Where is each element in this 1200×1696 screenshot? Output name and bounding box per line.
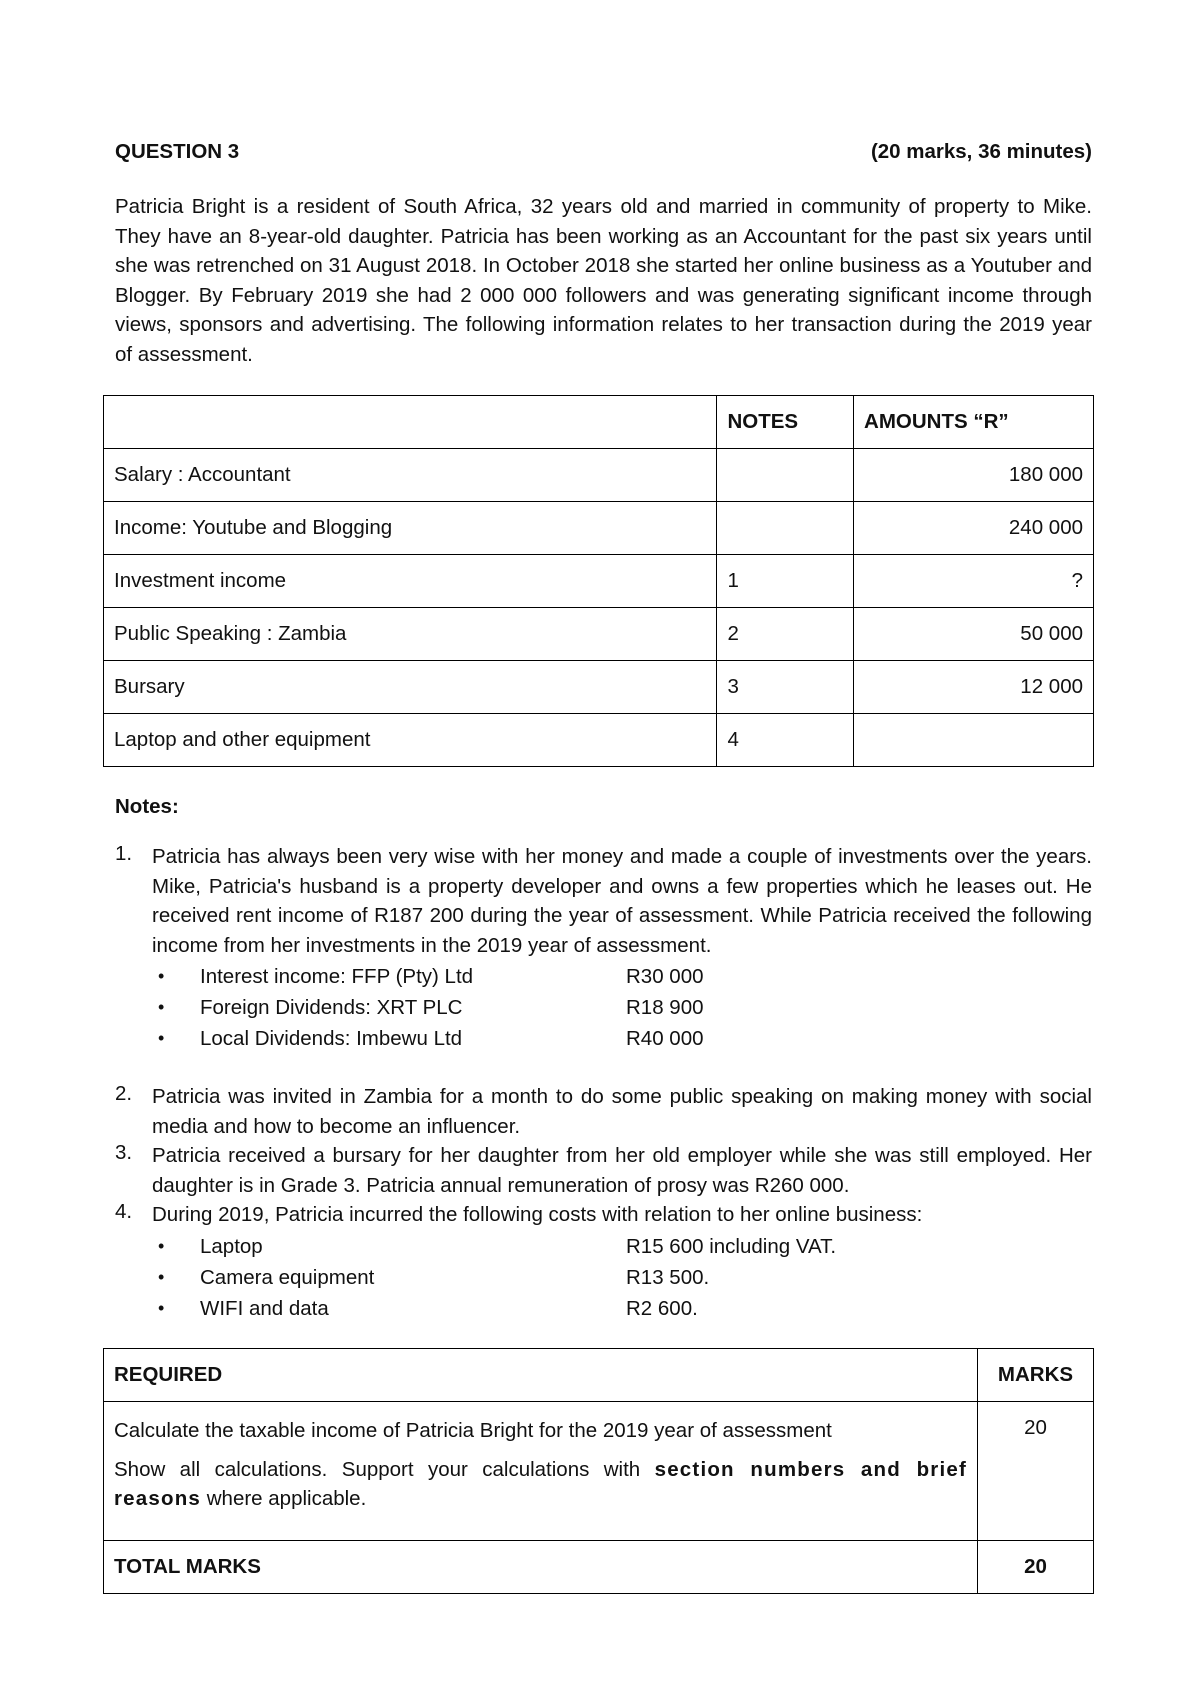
table-row [104,661,1094,714]
table-row [104,449,1094,502]
row-note: 2 [717,608,854,661]
note-text: Patricia was invited in Zambia for a month to do some public speaking on making money with social media and how to become an influencer. [152,1085,1092,1138]
required-instruction: Calculate the taxable income of Patricia Bright for the 2019 year of assessment [114,1419,832,1442]
bullet-icon: • [158,997,165,1017]
notes-title: Notes: [115,795,179,818]
list-item-amount: R18 900 [626,995,704,1019]
list-item [115,1262,1092,1293]
list-item-amount: R13 500. [626,1265,710,1289]
bullet-icon: • [158,966,165,986]
row-note [717,449,854,502]
total-marks: 20 [978,1541,1094,1594]
list-item-amount: R30 000 [626,964,704,988]
list-item-label: Interest income: FFP (Pty) Ltd [200,964,474,988]
table-row [104,555,1094,608]
table-row [104,714,1094,767]
required-show-text [114,1455,967,1513]
question-header [115,140,1092,164]
header-notes: NOTES [717,396,854,449]
bullet-icon: • [158,1028,165,1048]
required-marks: 20 [978,1402,1094,1541]
list-item [115,1231,1092,1262]
required-table-header [104,1349,1094,1402]
note-number: 2. [115,1082,133,1105]
note-3 [115,1141,1092,1200]
header-item [104,396,717,449]
row-item: Income: Youtube and Blogging [104,502,717,555]
row-note: 1 [717,555,854,608]
required-description [104,1402,978,1541]
investment-list [115,961,1092,1054]
row-note: 4 [717,714,854,767]
note-4 [115,1200,1092,1230]
row-amount: 180 000 [854,449,1094,502]
total-row [104,1541,1094,1594]
header-amounts: AMOUNTS “R” [854,396,1094,449]
row-note: 3 [717,661,854,714]
row-item: Public Speaking : Zambia [104,608,717,661]
list-item [115,1293,1092,1324]
row-note [717,502,854,555]
note-text: Patricia received a bursary for her daughter from her old employer while she was still employed. Her daughter is in Grade 3. Patricia annual remuneration of prosy was R260 000. [152,1144,1092,1197]
list-item-amount: R2 600. [626,1296,698,1320]
note-1 [115,842,1092,960]
income-table-header [104,396,1094,449]
header-marks: MARKS [978,1349,1094,1402]
list-item [115,1023,1092,1054]
list-item-label: Laptop [200,1234,263,1258]
row-item: Laptop and other equipment [104,714,717,767]
row-item: Investment income [104,555,717,608]
bullet-icon: • [158,1236,165,1256]
row-amount [854,714,1094,767]
question-intro: Patricia Bright is a resident of South Africa, 32 years old and married in community of property to Mike. They have an 8-year-old daughter. Patricia has been working as an Accountant for the past six years until she was retrenched on 31 August 2018. In October 2018 she started her online business as a Youtuber and Blogger. By February 2019 she had 2 000 000 followers and was generating significant income through views, sponsors and advertising. The following information relates to her transaction during the 2019 year of assessment. [115,195,1092,366]
show-suffix: where applicable. [206,1487,367,1510]
bullet-icon: • [158,1298,165,1318]
note-text: During 2019, Patricia incurred the following costs with relation to her online business: [152,1203,923,1226]
list-item [115,961,1092,992]
row-amount: ? [854,555,1094,608]
table-row [104,608,1094,661]
list-item-label: Local Dividends: Imbewu Ltd [200,1026,463,1050]
row-item: Bursary [104,661,717,714]
list-item-amount: R40 000 [626,1026,704,1050]
row-amount: 50 000 [854,608,1094,661]
bullet-icon: • [158,1267,165,1287]
show-emphasis: section numbers and brief reasons [114,1458,967,1510]
note-number: 4. [115,1200,133,1223]
required-row [104,1402,1094,1541]
header-required: REQUIRED [104,1349,978,1402]
note-number: 1. [115,842,133,865]
question-marks-time: (20 marks, 36 minutes) [870,140,1092,163]
row-amount: 240 000 [854,502,1094,555]
costs-list [115,1231,1092,1324]
row-amount: 12 000 [854,661,1094,714]
income-table [103,395,1094,767]
row-item: Salary : Accountant [104,449,717,502]
question-title: QUESTION 3 [115,140,240,163]
list-item-label: WIFI and data [200,1296,329,1320]
note-2 [115,1082,1092,1141]
list-item-label: Camera equipment [200,1265,375,1289]
list-item-label: Foreign Dividends: XRT PLC [200,995,463,1019]
required-table [103,1348,1094,1594]
list-item-amount: R15 600 including VAT. [626,1234,837,1258]
show-prefix: Show all calculations. Support your calculations with [114,1458,641,1481]
note-number: 3. [115,1141,133,1164]
table-row [104,502,1094,555]
list-item [115,992,1092,1023]
note-text: Patricia has always been very wise with her money and made a couple of investments over the years. Mike, Patricia's husband is a property developer and owns a few properties which he leases out. He received rent income of R187 200 during the year of assessment. While Patricia received the following income from her investments in the 2019 year of assessment. [152,845,1092,957]
total-label: TOTAL MARKS [104,1541,978,1594]
